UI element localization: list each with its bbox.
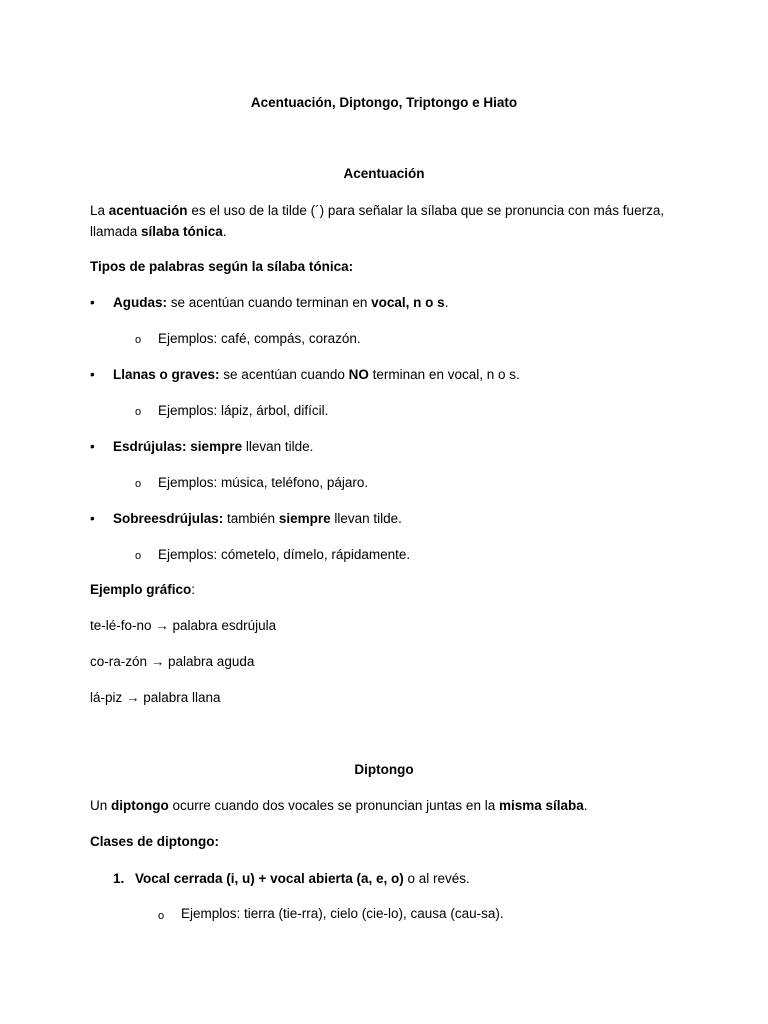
type-example-llanas: Ejemplos: lápiz, árbol, difícil. [158, 403, 329, 418]
sub-bullet-icon: o [158, 910, 165, 922]
graphic-example-line: co-ra-zón → palabra aguda [90, 654, 255, 669]
section-heading-diptongo: Diptongo [354, 762, 414, 777]
graphic-example-line: te-lé-fo-no → palabra esdrújula [90, 618, 277, 633]
bullet-icon: • [90, 439, 95, 454]
list-number: 1. [113, 871, 125, 886]
bullet-icon: • [90, 367, 95, 382]
sub-bullet-icon: o [135, 406, 142, 418]
sub-bullet-icon: o [135, 334, 142, 346]
document-title: Acentuación, Diptongo, Triptongo e Hiato [250, 95, 518, 110]
bullet-icon: • [90, 511, 95, 526]
type-example-sobreesdrujulas: Ejemplos: cómetelo, dímelo, rápidamente. [158, 547, 411, 562]
acentuacion-intro-line-1: La acentuación es el uso de la tilde (´) para señalar la sílaba que se pronuncia con más fuerza, [90, 203, 665, 218]
classes-heading: Clases de diptongo: [90, 834, 220, 849]
bullet-icon: • [90, 295, 95, 310]
section-heading-acentuacion: Acentuación [343, 166, 425, 181]
acentuacion-intro-line-2: llamada sílaba tónica. [90, 224, 227, 239]
type-item-agudas: Agudas: se acentúan cuando terminan en vocal, n o s. [113, 295, 449, 310]
type-example-agudas: Ejemplos: café, compás, corazón. [158, 331, 361, 346]
class-example-1: Ejemplos: tierra (tie-rra), cielo (cie-lo), causa (cau-sa). [181, 906, 504, 921]
sub-bullet-icon: o [135, 478, 142, 490]
type-example-esdrujulas: Ejemplos: música, teléfono, pájaro. [158, 475, 369, 490]
type-item-sobreesdrujulas: Sobreesdrújulas: también siempre llevan tilde. [113, 511, 402, 526]
type-item-llanas: Llanas o graves: se acentúan cuando NO terminan en vocal, n o s. [113, 367, 520, 382]
sub-bullet-icon: o [135, 550, 142, 562]
graphic-example-heading: Ejemplo gráfico: [90, 582, 196, 597]
type-item-esdrujulas: Esdrújulas: siempre llevan tilde. [113, 439, 314, 454]
diptongo-intro: Un diptongo ocurre cuando dos vocales se pronuncian juntas en la misma sílaba. [90, 798, 588, 813]
types-heading: Tipos de palabras según la sílaba tónica: [90, 259, 354, 274]
class-item-1: Vocal cerrada (i, u) + vocal abierta (a, e, o) o al revés. [135, 871, 470, 886]
graphic-example-line: lá-piz → palabra llana [90, 690, 221, 705]
